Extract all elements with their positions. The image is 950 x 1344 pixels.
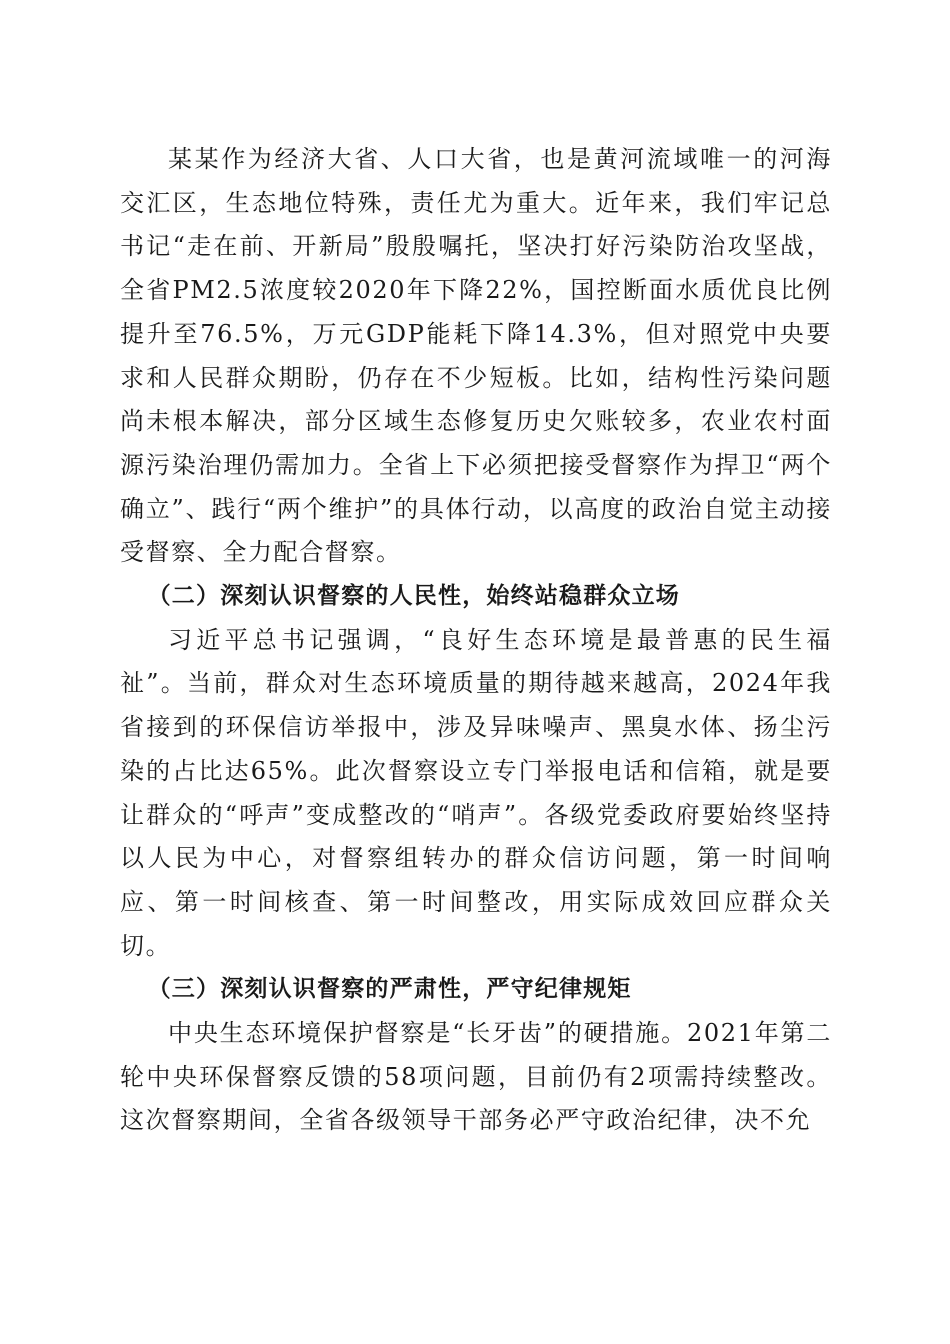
section-heading-2: （二）深刻认识督察的人民性，始终站稳群众立场 [147,583,680,610]
section-heading-3: （三）深刻认识督察的严肃性，严守纪律规矩 [147,976,632,1003]
document-body [120,138,832,1143]
paragraph-people-centered: 习近平总书记强调，“良好生态环境是最普惠的民生福祉”。当前，群众对生态环境质量的期待越来越高，2024年我省接到的环保信访举报中，涉及异味噪声、黑臭水体、扬尘污染的占比达65%。此次督察设立专门举报电话和信箱，就是要让群众的“呼声”变成整改的“哨声”。各级党委政府要始终坚持以人民为中心，对督察组转办的群众信访问题，第一时间响应、第一时间核查、第一时间整改，用实际成效回应群众关切。 [120,625,832,960]
paragraph-discipline: 中央生态环境保护督察是“长牙齿”的硬措施。2021年第二轮中央环保督察反馈的58项问题，目前仍有2项需持续整改。这次督察期间，全省各级领导干部务必严守政治纪律，决不允 [120,1019,832,1135]
paragraph-province-status: 某某作为经济大省、人口大省，也是黄河流域唯一的河海交汇区，生态地位特殊，责任尤为重大。近年来，我们牢记总书记“走在前、开新局”殷殷嘱托，坚决打好污染防治攻坚战，全省PM2.5浓度较2020年下降22%，国控断面水质优良比例提升至76.5%，万元GDP能耗下降14.3%，但对照党中央要求和人民群众期盼，仍存在不少短板。比如，结构性污染问题尚未根本解决，部分区域生态修复历史欠账较多，农业农村面源污染治理仍需加力。全省上下必须把接受督察作为捍卫“两个确立”、践行“两个维护”的具体行动，以高度的政治自觉主动接受督察、全力配合督察。 [120,145,832,567]
